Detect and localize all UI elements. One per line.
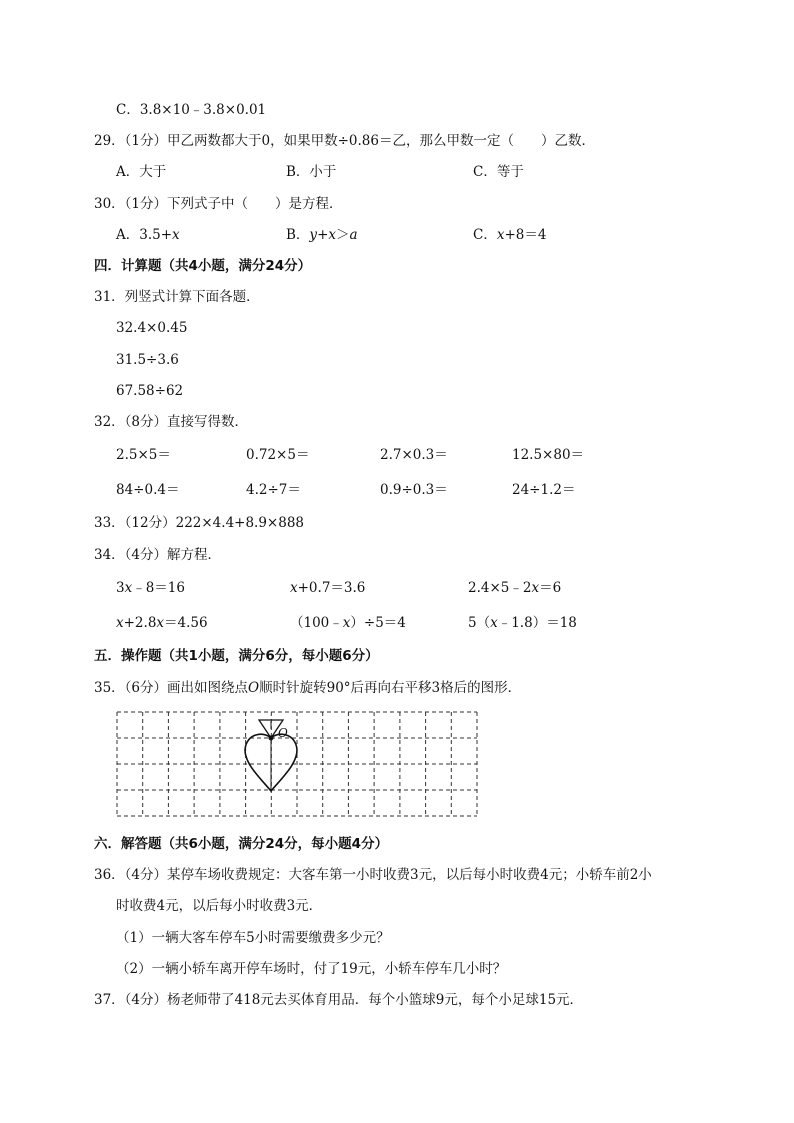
dashed-grid (117, 712, 477, 816)
q30-option-b: B．y+x＞a (286, 227, 358, 243)
q32-r1-c1: 2.5×5＝ (116, 447, 171, 463)
q30-option-c: C．x+8＝4 (473, 227, 547, 243)
q34-equation-5: （100﹣x）÷5＝4 (290, 615, 406, 631)
q32-r2-c4: 24÷1.2＝ (512, 482, 576, 498)
q31-item-2: 31.5÷3.6 (116, 352, 179, 368)
q28-option-c: C．3.8×10﹣3.8×0.01 (116, 102, 267, 118)
q32-r2-c2: 4.2÷7＝ (246, 482, 301, 498)
q32-r2-c1: 84÷0.4＝ (116, 482, 180, 498)
q29-option-a: A．大于 (116, 164, 167, 180)
q32-r1-c3: 2.7×0.3＝ (380, 447, 448, 463)
q36-stem-line2: 时收费4元，以后每小时收费3元． (116, 898, 323, 914)
q32-r1-c2: 0.72×5＝ (246, 447, 310, 463)
q30-stem: 30．（1分）下列式子中（ ）是方程． (94, 196, 343, 212)
heart-shape (245, 734, 297, 791)
q29-option-c: C．等于 (473, 164, 524, 180)
section6-heading: 六．解答题（共6小题，满分24分，每小题4分） (94, 836, 389, 852)
q31-item-1: 32.4×0.45 (116, 320, 188, 336)
q34-equation-2: x+0.7＝3.6 (290, 580, 366, 596)
q36-sub-1: （1）一辆大客车停车5小时需要缴费多少元？ (116, 930, 390, 946)
q31-stem: 31．列竖式计算下面各题． (94, 289, 260, 305)
rotation-grid-figure (116, 711, 480, 819)
q30-option-a: A．3.5+x (116, 227, 180, 243)
q29-stem: 29．（1分）甲乙两数都大于0，如果甲数÷0.86＝乙，那么甲数一定（ ）乙数． (94, 133, 595, 149)
q35-stem: 35．（6分）画出如图绕点O顺时针旋转90°后再向右平移3格后的图形． (94, 680, 522, 696)
q33-stem: 33．（12分）222×4.4+8.9×888 (94, 515, 305, 531)
q34-stem: 34．（4分）解方程． (94, 547, 222, 563)
q34-equation-1: 3x﹣8＝16 (116, 580, 185, 596)
q36-stem-line1: 36．（4分）某停车场收费规定：大客车第一小时收费3元，以后每小时收费4元；小轿车前2小 (94, 867, 652, 883)
q29-option-b: B．小于 (286, 164, 337, 180)
q34-equation-3: 2.4×5﹣2x＝6 (468, 580, 562, 596)
q34-equation-6: 5（x﹣1.8）＝18 (468, 615, 577, 631)
section4-heading: 四．计算题（共4小题，满分24分） (94, 258, 312, 274)
q32-stem: 32．（8分）直接写得数． (94, 414, 249, 430)
point-o-marker (269, 736, 274, 741)
q31-item-3: 67.58÷62 (116, 383, 184, 399)
q32-r1-c4: 12.5×80＝ (512, 447, 585, 463)
section5-heading: 五．操作题（共1小题，满分6分，每小题6分） (94, 648, 379, 664)
q37-stem: 37．（4分）杨老师带了418元去买体育用品．每个小篮球9元，每个小足球15元． (94, 992, 584, 1008)
q34-equation-4: x+2.8x＝4.56 (116, 615, 208, 631)
q32-r2-c3: 0.9÷0.3＝ (380, 482, 448, 498)
q36-sub-2: （2）一辆小轿车离开停车场时，付了19元，小轿车停车几小时？ (116, 961, 507, 977)
point-o-label: O (278, 726, 288, 740)
